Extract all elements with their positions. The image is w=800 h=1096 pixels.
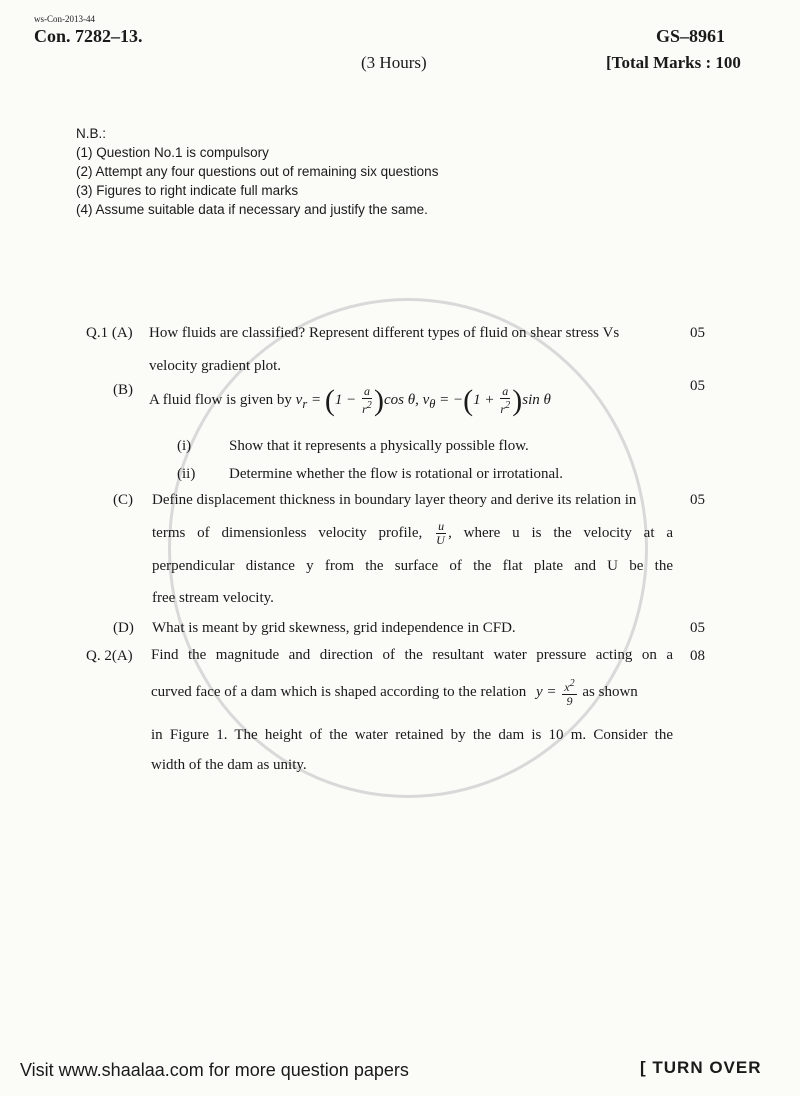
q1d-label: (D): [113, 620, 134, 636]
q1a-marks: 05: [690, 325, 705, 341]
q1b-sub2: Determine whether the flow is rotational or irrotational.: [229, 466, 564, 482]
q1b-lead: A fluid flow is given by: [149, 392, 292, 408]
q1c-line: perpendicular distance y from the surface of the flat plate and U be the: [152, 558, 673, 574]
instructions-title: N.B.:: [76, 126, 107, 141]
dam-equation: y = $\frac{x^2}{9}$: [536, 678, 575, 709]
q2-label: Q. 2(A): [86, 648, 133, 664]
q1b-sub1: Show that it represents a physically possible flow.: [229, 438, 529, 454]
q1c-text: [152, 484, 673, 613]
q2-marks: 08: [690, 648, 705, 664]
total-marks: [Total Marks : 100: [606, 53, 741, 72]
q2-line: in Figure 1. The height of the water retained by the dam is 10 m. Consider the: [151, 727, 673, 743]
con-number: Con. 7282–13.: [34, 26, 143, 46]
q1c-line: [152, 517, 673, 550]
instruction-item: (3) Figures to right indicate full marks: [76, 183, 299, 198]
q1b-marks: 05: [690, 378, 705, 394]
q1b-label: (B): [113, 382, 133, 398]
q1c-line: free stream velocity.: [152, 590, 274, 606]
q1c-line2a: terms of dimensionless velocity profile,: [152, 525, 423, 541]
instruction-item: (4) Assume suitable data if necessary and justify the same.: [76, 202, 428, 217]
q2-text: [151, 640, 673, 780]
q1a-line: How fluids are classified? Represent different types of fluid on shear stress Vs: [149, 325, 620, 341]
q1b-sub1-label: (i): [177, 438, 192, 454]
q1c-line2b: , where u is the velocity at a: [448, 525, 673, 541]
instruction-item: (2) Attempt any four questions out of remaining six questions: [76, 164, 439, 179]
q2-line: [151, 670, 673, 714]
q1a-line: velocity gradient plot.: [149, 358, 282, 374]
q2-line2a: curved face of a dam which is shaped according to the relation: [151, 684, 527, 700]
q1c-label: (C): [113, 492, 133, 508]
q1b-text: [149, 384, 551, 421]
duration: (3 Hours): [361, 53, 427, 72]
q1c-marks: 05: [690, 492, 705, 508]
instruction-item: (1) Question No.1 is compulsory: [76, 145, 269, 160]
turn-over: [ TURN OVER: [640, 1058, 762, 1077]
q1d-text: What is meant by grid skewness, grid independence in CFD.: [152, 620, 516, 636]
q2-line: width of the dam as unity.: [151, 757, 307, 773]
q2-line: Find the magnitude and direction of the resultant water pressure acting on a: [151, 647, 673, 663]
header-code: ws-Con-2013-44: [34, 14, 95, 24]
q1c-line: Define displacement thickness in boundary layer theory and derive its relation in: [152, 492, 637, 508]
instructions: [76, 124, 438, 219]
q1b-equation: $v_r = (1$ − $\frac{a}{r^2}$ )cos θ, $v_\theta = -(1$ + $\frac{a}{r^2}$ )sin θ: [295, 384, 551, 418]
paper-code: GS–8961: [656, 26, 726, 46]
q1a-text: [149, 317, 673, 383]
q1d-marks: 05: [690, 620, 705, 636]
q2-line2b: as shown: [582, 684, 638, 700]
q1-label: Q.1 (A): [86, 325, 133, 341]
footer-visit[interactable]: Visit www.shaalaa.com for more question papers: [20, 1060, 409, 1080]
velocity-ratio: $\frac{u}{U}$: [436, 519, 445, 548]
q1b-sub2-label: (ii): [177, 466, 196, 482]
